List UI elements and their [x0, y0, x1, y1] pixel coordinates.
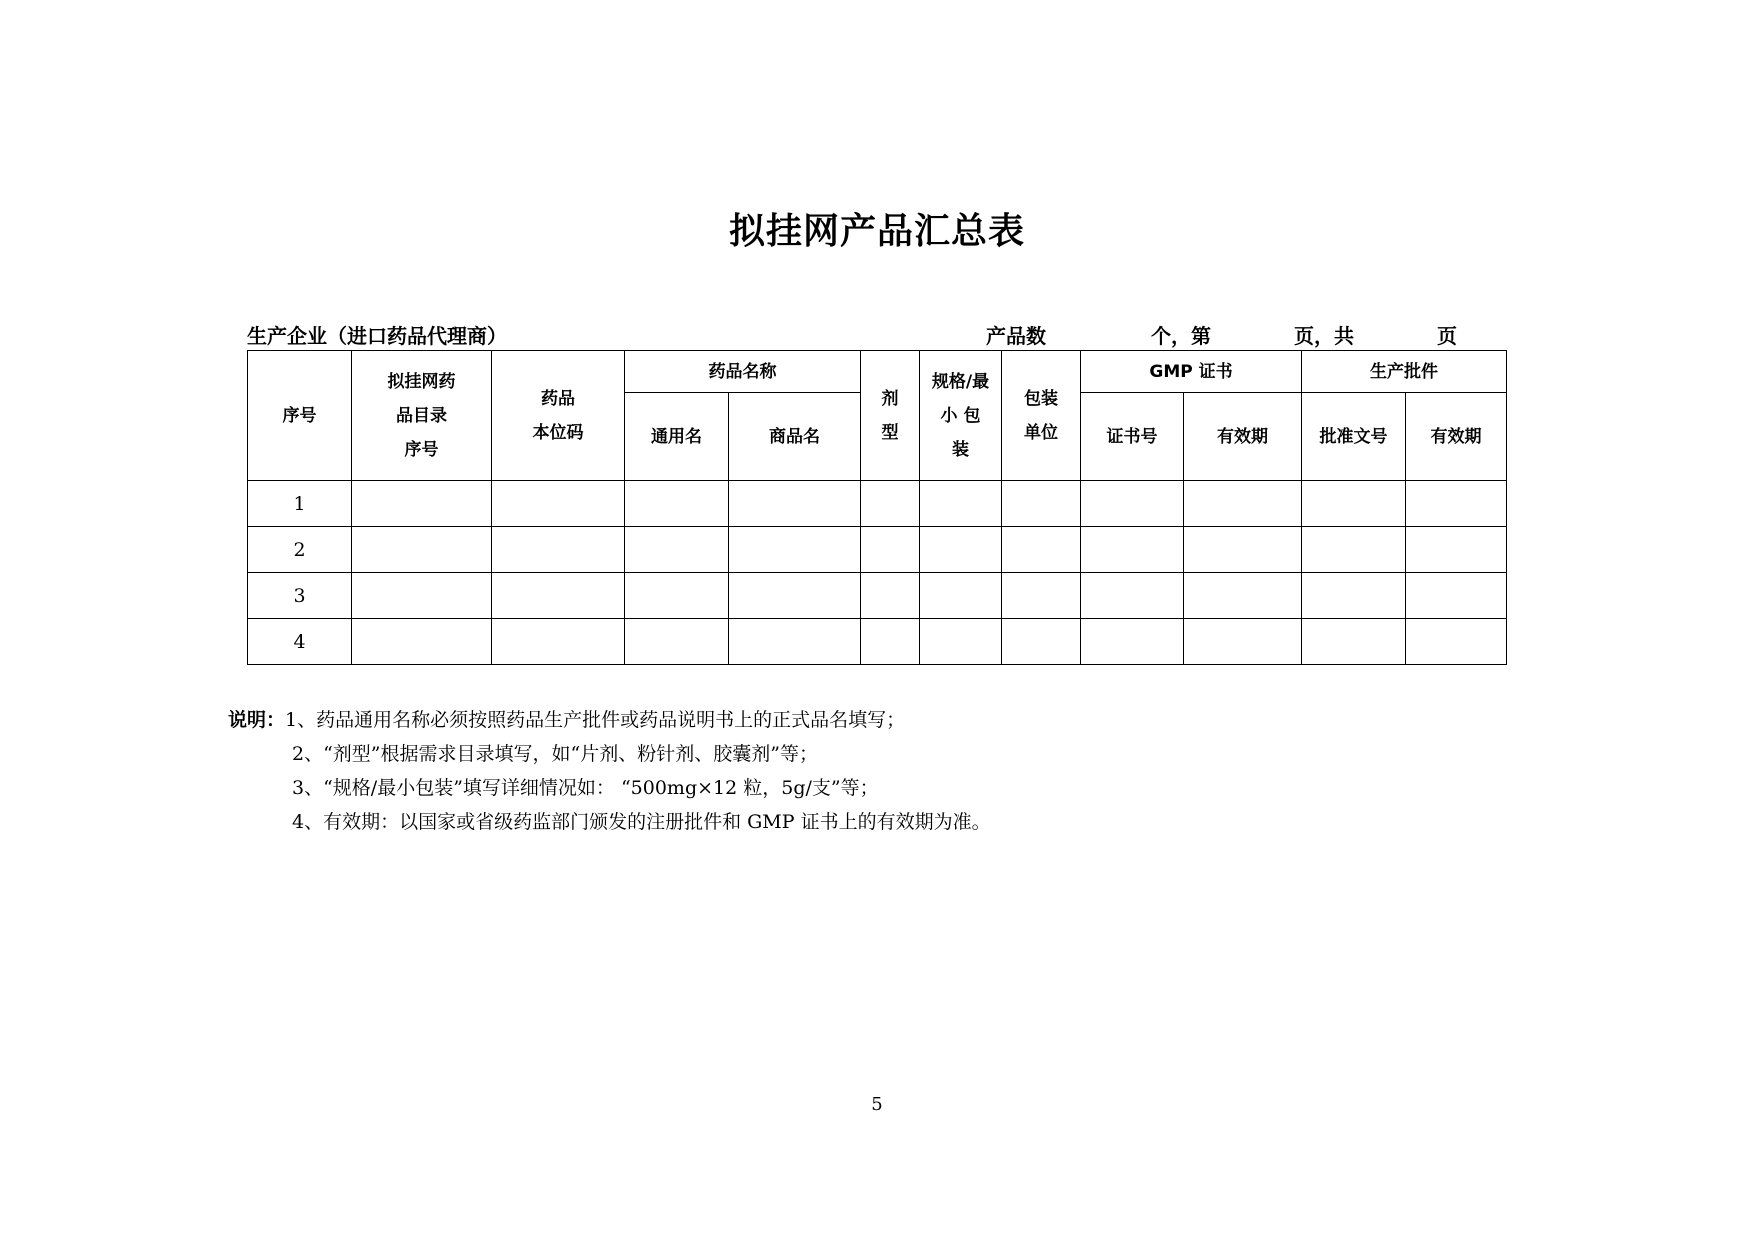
cell[interactable]: [1081, 619, 1184, 665]
note-item: 3、“规格/最小包装”填写详细情况如： “500mg×12 粒，5g/支”等；: [292, 777, 879, 799]
cell[interactable]: [1184, 573, 1302, 619]
cell[interactable]: [1406, 481, 1507, 527]
cell[interactable]: [920, 573, 1002, 619]
cell[interactable]: [920, 619, 1002, 665]
cell[interactable]: [729, 573, 861, 619]
header-pack-unit: 包装 单位: [1002, 351, 1081, 481]
product-count-label: 产品数: [986, 324, 1046, 348]
cell[interactable]: [920, 527, 1002, 573]
document-title: 拟挂网产品汇总表: [728, 211, 1025, 252]
cell[interactable]: [1184, 527, 1302, 573]
cell[interactable]: [352, 619, 492, 665]
header-seq: 序号: [248, 351, 352, 481]
header-gmp-validity: 有效期: [1184, 393, 1302, 481]
cell[interactable]: [1406, 573, 1507, 619]
note-item: 4、有效期：以国家或省级药监部门颁发的注册批件和 GMP 证书上的有效期为准。: [292, 811, 991, 833]
cell[interactable]: [729, 527, 861, 573]
header-approval-validity: 有效期: [1406, 393, 1507, 481]
header-drug-name-group: 药品名称: [625, 351, 861, 393]
cell[interactable]: [861, 527, 920, 573]
header-approval-group: 生产批件: [1302, 351, 1507, 393]
cell[interactable]: [352, 481, 492, 527]
cell[interactable]: [625, 527, 729, 573]
cell[interactable]: [1302, 527, 1406, 573]
cell[interactable]: [1081, 573, 1184, 619]
header-approval-no: 批准文号: [1302, 393, 1406, 481]
product-summary-table: [247, 350, 1507, 665]
table-row: [248, 619, 1507, 665]
header-generic-name: 通用名: [625, 393, 729, 481]
cell[interactable]: [1302, 619, 1406, 665]
header-dosage-form: 剂 型: [861, 351, 920, 481]
cell[interactable]: [1002, 481, 1081, 527]
header-spec: 规格/最 小 包 装: [920, 351, 1002, 481]
note-item: 说明：1、药品通用名称必须按照药品生产批件或药品说明书上的正式品名填写；: [228, 709, 906, 731]
notes-section: [228, 703, 991, 839]
cell[interactable]: [492, 573, 625, 619]
notes-label: 说明：: [228, 709, 286, 731]
cell[interactable]: [1081, 527, 1184, 573]
header-catalog-seq: 拟挂网药 品目录 序号: [352, 351, 492, 481]
header-drug-code: 药品 本位码: [492, 351, 625, 481]
cell[interactable]: [352, 573, 492, 619]
cell[interactable]: [1302, 573, 1406, 619]
cell[interactable]: [492, 481, 625, 527]
cell[interactable]: [492, 527, 625, 573]
total-pages-label: 页: [1437, 324, 1457, 348]
header-trade-name: 商品名: [729, 393, 861, 481]
cell[interactable]: [492, 619, 625, 665]
cell[interactable]: [625, 481, 729, 527]
page-label: 页，共: [1294, 324, 1354, 348]
row-seq: 3: [248, 573, 352, 619]
note-item: 2、“剂型”根据需求目录填写，如“片剂、粉针剂、胶囊剂”等；: [292, 743, 818, 765]
cell[interactable]: [861, 619, 920, 665]
cell[interactable]: [1002, 573, 1081, 619]
cell[interactable]: [861, 481, 920, 527]
cell[interactable]: [729, 481, 861, 527]
row-seq: 2: [248, 527, 352, 573]
table-row: [248, 527, 1507, 573]
header-gmp-cert-no: 证书号: [1081, 393, 1184, 481]
cell[interactable]: [1302, 481, 1406, 527]
cell[interactable]: [1184, 481, 1302, 527]
cell[interactable]: [1406, 619, 1507, 665]
unit-label: 个，第: [1151, 324, 1211, 348]
table-row: [248, 573, 1507, 619]
cell[interactable]: [352, 527, 492, 573]
header-gmp-group: GMP 证书: [1081, 351, 1302, 393]
cell[interactable]: [625, 573, 729, 619]
page-number: 5: [871, 1094, 883, 1115]
cell[interactable]: [1081, 481, 1184, 527]
cell[interactable]: [729, 619, 861, 665]
row-seq: 4: [248, 619, 352, 665]
cell[interactable]: [625, 619, 729, 665]
cell[interactable]: [920, 481, 1002, 527]
cell[interactable]: [1406, 527, 1507, 573]
cell[interactable]: [1184, 619, 1302, 665]
table-row: [248, 481, 1507, 527]
row-seq: 1: [248, 481, 352, 527]
cell[interactable]: [861, 573, 920, 619]
cell[interactable]: [1002, 527, 1081, 573]
cell[interactable]: [1002, 619, 1081, 665]
company-label: 生产企业（进口药品代理商）: [247, 324, 507, 348]
